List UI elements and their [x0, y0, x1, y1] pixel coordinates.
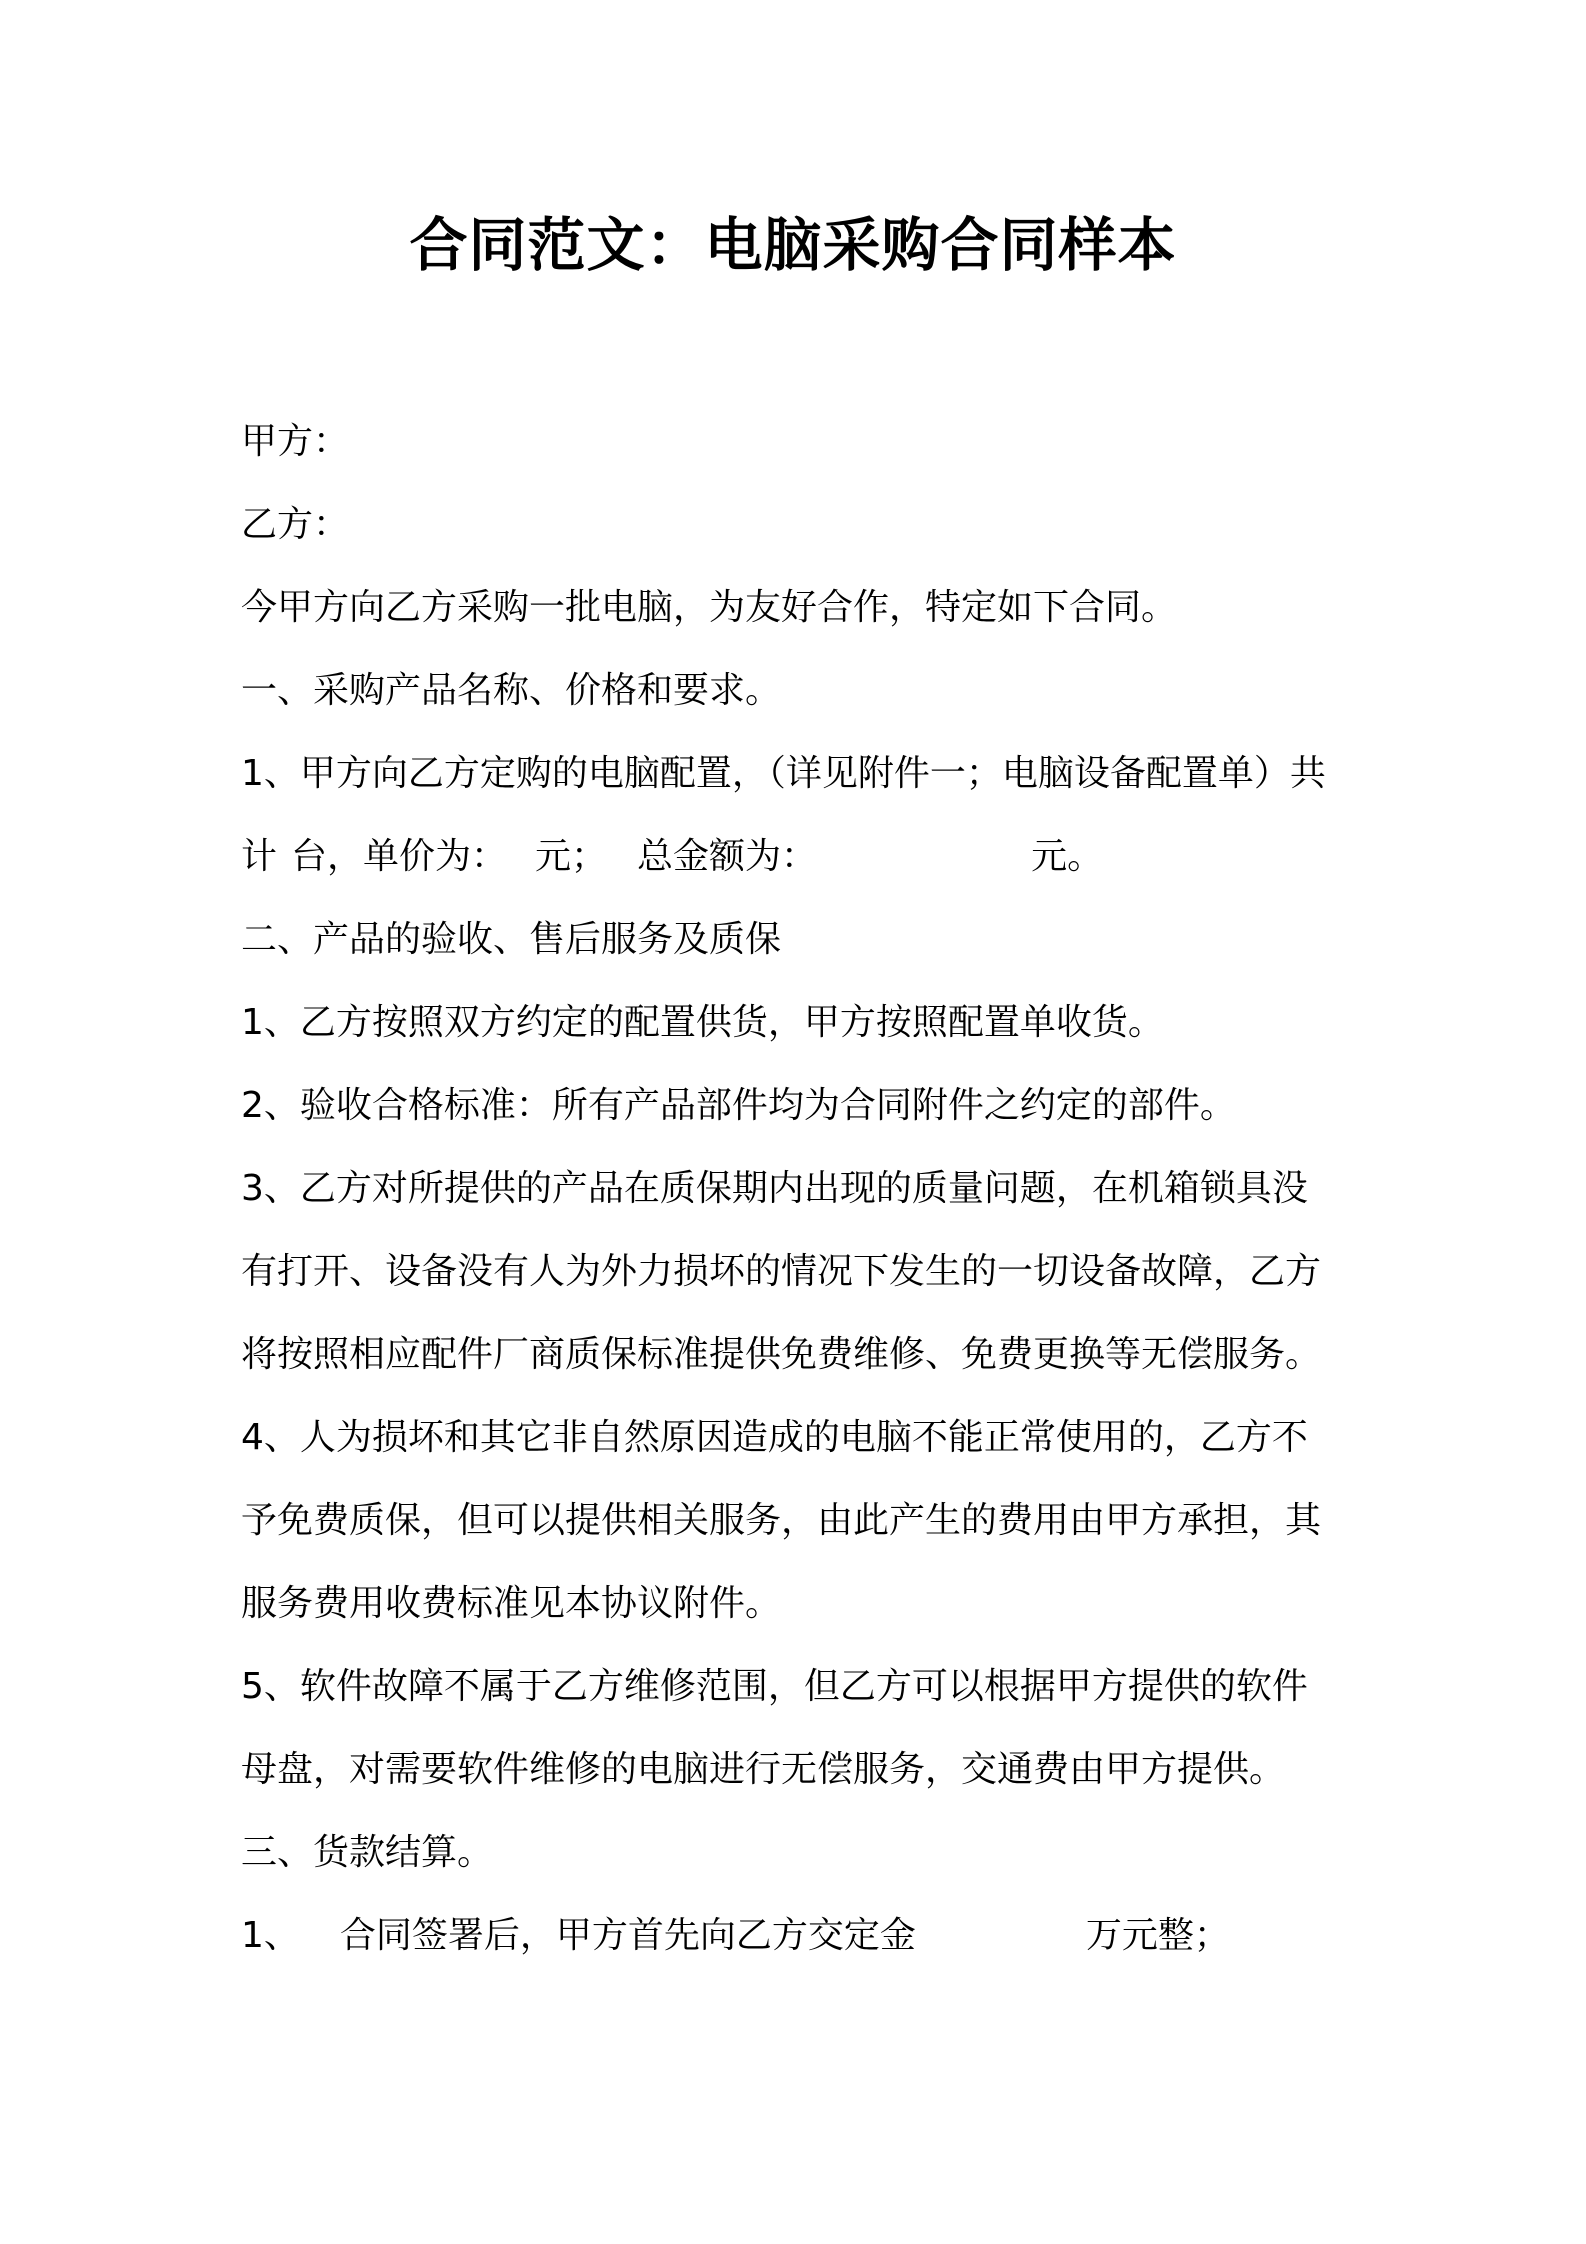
count-label: 计: [241, 836, 278, 877]
yuan-label-1: 元；: [535, 836, 608, 877]
document-body: [241, 400, 1361, 1977]
section2-item5-line2: 母盘，对需要软件维修的电脑进行无偿服务，交通费由甲方提供。: [241, 1749, 1286, 1790]
section2-item2: 2、验收合格标准：所有产品部件均为合同附件之约定的部件。: [241, 1085, 1236, 1126]
section1-item1-line1-text: 1、甲方向乙方定购的电脑配置，（详见附件一；电脑设备配置单）共: [241, 753, 1326, 794]
section2-item1: 1、乙方按照双方约定的配置供货，甲方按照配置单收货。: [241, 1002, 1164, 1043]
section2-item4-line2: 予免费质保，但可以提供相关服务，由此产生的费用由甲方承担，其: [241, 1500, 1322, 1541]
section2-item3-line1: 3、乙方对所提供的产品在质保期内出现的质量问题，在机箱锁具没: [241, 1168, 1308, 1209]
intro-paragraph: 今甲方向乙方采购一批电脑，为友好合作，特定如下合同。: [241, 587, 1178, 628]
deposit-label: 合同签署后，甲方首先向乙方交定金: [339, 1915, 916, 1956]
section1-heading: 一、采购产品名称、价格和要求。: [241, 670, 782, 711]
unit-price-label: 台，单价为：: [291, 836, 508, 877]
section2-item4-line1: 4、人为损坏和其它非自然原因造成的电脑不能正常使用的，乙方不: [241, 1417, 1308, 1458]
section2-heading: 二、产品的验收、售后服务及质保: [241, 919, 782, 960]
party-b-line: 乙方：: [241, 504, 350, 545]
yuan-label-2: 元。: [1031, 836, 1104, 877]
section2-item3-line3: 将按照相应配件厂商质保标准提供免费维修、免费更换等无偿服务。: [241, 1334, 1322, 1375]
section3-item1: [241, 1894, 1361, 1977]
deposit-unit: 万元整；: [1085, 1915, 1230, 1956]
party-a-line: 甲方：: [241, 421, 350, 462]
section2-item3-line2: 有打开、设备没有人为外力损坏的情况下发生的一切设备故障，乙方: [241, 1251, 1322, 1292]
section1-item1-line1: [241, 732, 1351, 815]
section2-item4-line3: 服务费用收费标准见本协议附件。: [241, 1583, 782, 1624]
section2-item5-line1: 5、软件故障不属于乙方维修范围，但乙方可以根据甲方提供的软件: [241, 1666, 1308, 1707]
section1-item1-line2: [241, 815, 1361, 898]
section3-heading: 三、货款结算。: [241, 1832, 494, 1873]
document-title: 合同范文：电脑采购合同样本: [409, 211, 1177, 279]
total-amount-label: 总金额为：: [637, 836, 818, 877]
section3-item1-number: 1、: [241, 1915, 300, 1956]
